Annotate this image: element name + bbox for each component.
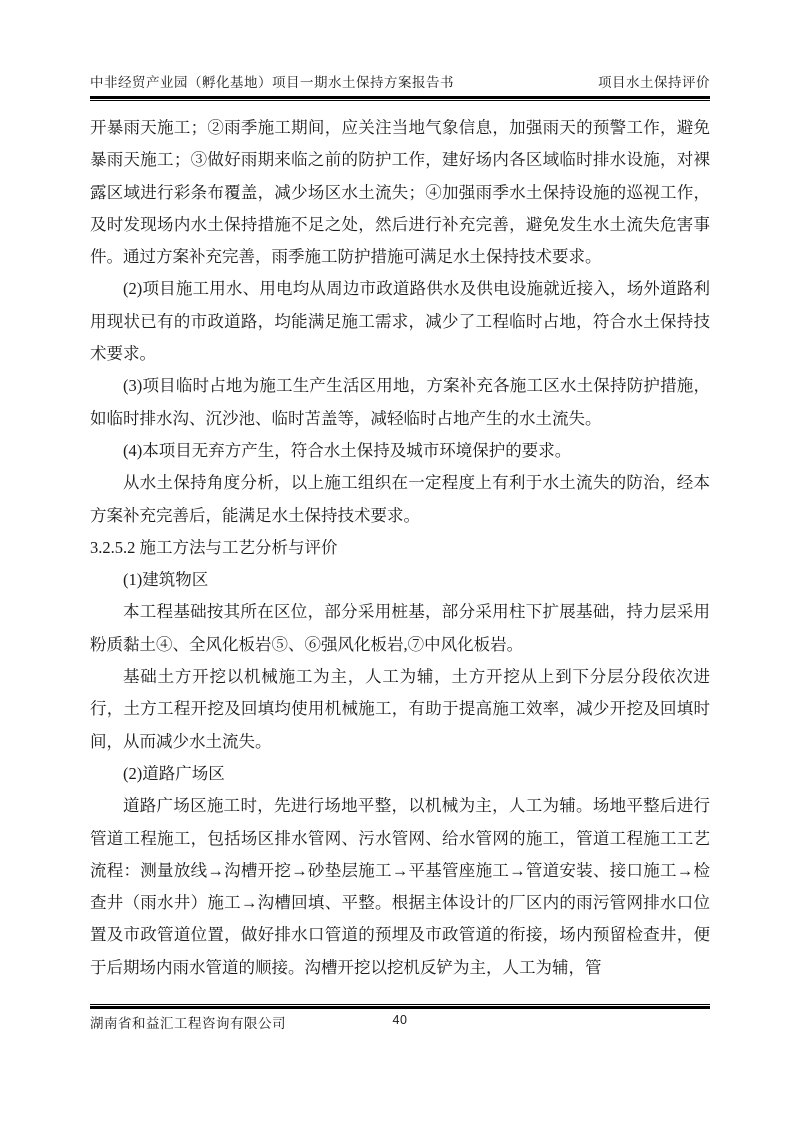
- paragraph: 道路广场区施工时，先进行场地平整，以机械为主，人工为辅。场地平整后进行管道工程施工，包括场区排水管网、污水管网、给水管网的施工，管道工程施工工艺流程：测量放线→沟槽开挖→砂垫层施工→平基管座施工→管道安装、接口施工→检查井（雨水井）施工→沟槽回填、平整。根据主体设计的厂区内的雨污管网排水口位置及市政管道位置，做好排水口管道的预埋及市政管道的衔接，场内预留检查井，便于后期场内雨水管道的顺接。沟槽开挖以挖机反铲为主，人工为辅，管: [90, 796, 710, 977]
- paragraph: 从水土保持角度分析，以上施工组织在一定程度上有利于水土流失的防治，经本方案补充完善后，能满足水土保持技术要求。: [90, 473, 710, 525]
- paragraph: (1)建筑物区: [123, 570, 209, 590]
- paragraph: 本工程基础按其所在区位，部分采用桩基，部分采用柱下扩展基础，持力层采用粉质黏土④、全风化板岩⑤、⑥强风化板岩,⑦中风化板岩。: [90, 602, 710, 654]
- section-heading: 3.2.5.2 施工方法与工艺分析与评价: [90, 537, 338, 557]
- footer-rule-thick-line: [90, 1006, 710, 1009]
- paragraph: 开暴雨天施工；②雨季施工期间，应关注当地气象信息，加强雨天的预警工作，避免暴雨天施工；③做好雨期来临之前的防护工作，建好场内各区域临时排水设施，对裸露区域进行彩条布覆盖，减少场区水土流失；④加强雨季水土保持设施的巡视工作，及时发现场内水土保持措施不足之处，然后进行补充完善，避免发生水土流失危害事件。通过方案补充完善，雨季施工防护措施可满足水土保持技术要求。: [90, 118, 710, 267]
- header-rule: [90, 96, 710, 101]
- header-rule-thin-line: [90, 100, 710, 101]
- document-body: [90, 112, 710, 984]
- company-name: 湖南省和益汇工程咨询有限公司: [90, 1016, 286, 1031]
- paragraph: (4)本项目无弃方产生，符合水土保持及城市环境保护的要求。: [123, 440, 572, 460]
- paragraph: (2)项目施工用水、用电均从周边市政道路供水及供电设施就近接入，场外道路利用现状已有的市政道路，均能满足施工需求，减少了工程临时占地，符合水土保持技术要求。: [90, 279, 710, 364]
- paragraph: 基础土方开挖以机械施工为主，人工为辅，土方开挖从上到下分层分段依次进行，土方工程开挖及回填均使用机械施工，有助于提高施工效率，减少开挖及回填时间，从而减少水土流失。: [90, 667, 710, 751]
- page-footer: [90, 1012, 710, 1032]
- paragraph: (2)道路广场区: [123, 763, 225, 783]
- report-title: 中非经贸产业园（孵化基地）项目一期水土保持方案报告书: [90, 75, 454, 90]
- chapter-label: 项目水土保持评价: [598, 75, 710, 90]
- page-header: [90, 71, 710, 91]
- paragraph: (3)项目临时占地为施工生产生活区用地，方案补充各施工区水土保持防护措施，如临时排水沟、沉沙池、临时苫盖等，减轻临时占地产生的水土流失。: [90, 376, 710, 428]
- page-number: 40: [392, 1013, 408, 1027]
- footer-rule: [90, 1004, 710, 1009]
